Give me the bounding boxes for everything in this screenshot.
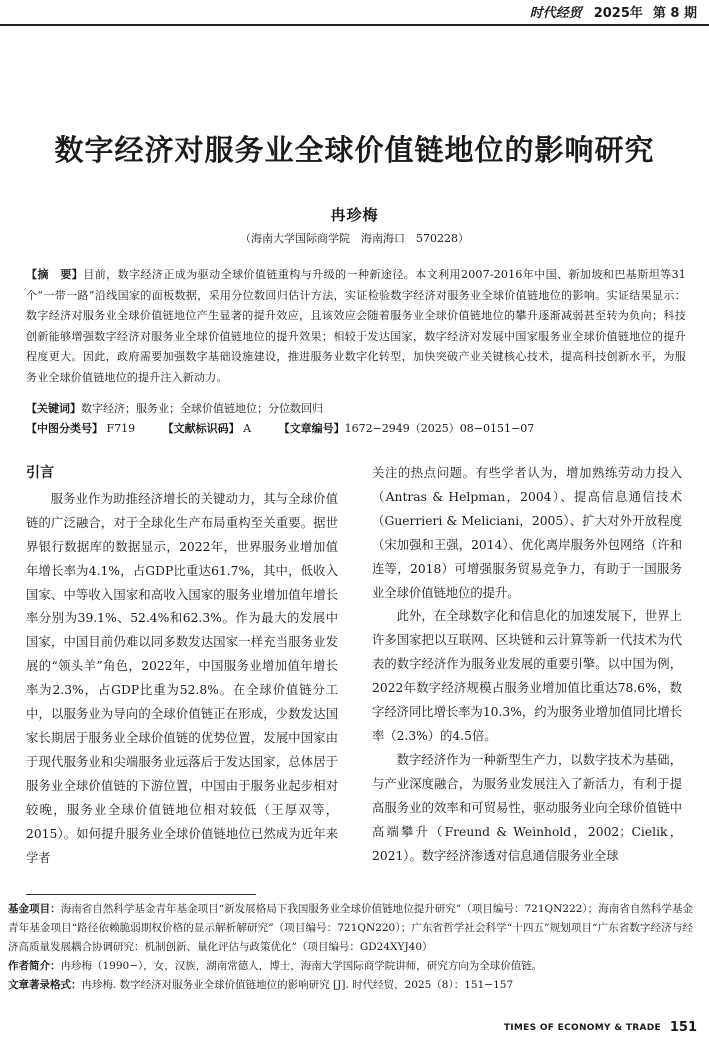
body-paragraph: 此外，在全球数字化和信息化的加速发展下，世界上许多国家把以互联网、区块链和云计算等新一代技术为代表的数字经济作为服务业发展的重要引擎。以中国为例，2022年数字经济规模占服务业增加值比重达78.6%，数字经济同比增长率为10.3%，约为服务业增加值同比增长率（2.3%）的4.5倍。 [372,609,682,743]
body-paragraph: 服务业作为助推经济增长的关键动力，其与全球价值链的广泛融合，对于全球化生产布局重构至关重要。据世界银行数据库的数据显示，2022年，世界服务业增加值年增长率为4.1%，占GDP比重达61.7%，其中，低收入国家、中等收入国家和高收入国家的服务业增加值年增长率分别为39.1%、52.4%和62.3%。作为最大的发展中国家，中国目前仍难以同多数发达国家一样充当服务业发展的“领头羊”角色，2022年，中国服务业增加值年增长率为2.3%，占GDP比重为52.8%。在全球价值链分工中，以服务业为导向的全球价值链正在形成，少数发达国家长期居于服务业全球价值链的优势位置，发展中国家由于现代服务业和尖端服务业远落后于发达国家，总体居于服务业全球价值链的下游位置，中国由于服务业起步相对较晚，服务业全球价值链地位相对较低（王厚双等，2015）。如何提升服务业全球价值链地位已然成为近年来学者 [26,491,338,865]
classification-line [26,420,686,438]
header-rule [0,24,709,26]
header-journal-name: 时代经贸 [529,6,582,21]
fund-note [8,900,693,957]
doc-code-value: A [243,422,252,435]
footnotes [8,900,693,995]
header-text [530,2,697,21]
footer-journal-name: TIMES OF ECONOMY & TRADE [503,1023,661,1033]
abstract [26,265,686,388]
citation-text: 冉珍梅. 数字经济对服务业全球价值链地位的影响研究 [J]. 时代经贸，2025（8）：151−157 [81,979,514,991]
article-number-value: 1672−2949（2025）08−0151−07 [344,422,535,435]
keywords-text: 数字经济；服务业；全球价值链地位；分位数回归 [81,402,323,415]
doc-code-label: 【文献标识码】 [162,422,240,435]
page-number: 151 [669,1020,697,1035]
page-footer [0,1021,709,1039]
abstract-label: 【摘 要】 [26,268,84,281]
header-year: 2025年 [593,6,643,21]
body-column-left [26,462,338,870]
header-issue: 第 8 期 [652,6,697,21]
clc-label: 【中图分类号】 [26,422,103,435]
article-number-label: 【文章编号】 [278,422,345,435]
article-title: 数字经济对服务业全球价值链地位的影响研究 [54,133,655,167]
abstract-text: 目前，数字经济正成为驱动全球价值链重构与升级的一种新途径。本文利用2007-2016年中国、新加坡和巴基斯坦等31个“一带一路”沿线国家的面板数据，采用分位数回归估计方法，实证检验数字经济对服务业全球价值链地位的影响。实证结果显示：数字经济对服务业全球价值链地位产生显著的提升效应，且该效应会随着服务业全球价值链地位的攀升逐渐减弱甚至转为负向；科技创新能够增强数字经济对服务业全球价值链地位的提升效果；相较于发达国家，数字经济对发展中国家服务业全球价值链地位的提升程度更大。因此，政府需要加强数字基础设施建设，推进服务业数字化转型，加快突破产业关键核心技术，提高科技创新水平，为服务业全球价值链地位的提升注入新动力。 [26,268,686,384]
footnote-rule [26,894,256,895]
fund-text: 海南省自然科学基金青年基金项目“新发展格局下我国服务业全球价值链地位提升研究”（项目编号：721QN222）；海南省自然科学基金青年基金项目“路径依赖脆弱期权价格的显示解析解研究”（项目编号：721QN220）；广东省哲学社会科学“十四五”规划项目“广东省数字经济与经济高质量发展耦合协调研究：机制创新、量化评估与政策优化”（项目编号：GD24XYJ40） [8,903,693,953]
fund-label: 基金项目： [8,903,61,915]
author-affiliation: （海南大学国际商学院 海南海口 570228） [240,232,469,245]
citation-label: 文章著录格式： [8,979,82,991]
author-bio-label: 作者简介： [8,960,61,972]
citation-note [8,976,693,995]
keywords-label: 【关键词】 [26,402,81,415]
body-column-right [372,462,682,868]
section-title-introduction: 引言 [26,465,54,481]
article-author: 冉珍梅 [330,206,379,224]
body-paragraph-continuation: 关注的热点问题。有些学者认为，增加熟练劳动力投入（Antras & Helpman，2004）、提高信息通信技术（Guerrieri & Meliciani，2005）、扩大对外开放程度（宋加强和王强，2014）、优化离岸服务外包网络（许和连等，2018）可增强服务贸易竞争力，有助于一国服务业全球价值链地位的提升。 [372,466,682,600]
running-header [0,0,709,26]
keywords-line [26,400,686,418]
author-bio-note [8,957,693,976]
body-paragraph: 数字经济作为一种新型生产力，以数字技术为基础，与产业深度融合，为服务业发展注入了新活力，有利于提高服务业的效率和可贸易性，驱动服务业向全球价值链中高端攀升（Freund & Weinhold，2002；Cielik，2021）。数字经济渗透对信息通信服务业全球 [372,752,682,863]
clc-value: F719 [106,422,136,435]
author-bio-text: 冉珍梅（1990−），女，汉族，湖南常德人，博士，海南大学国际商学院讲师，研究方向为全球价值链。 [60,960,543,972]
